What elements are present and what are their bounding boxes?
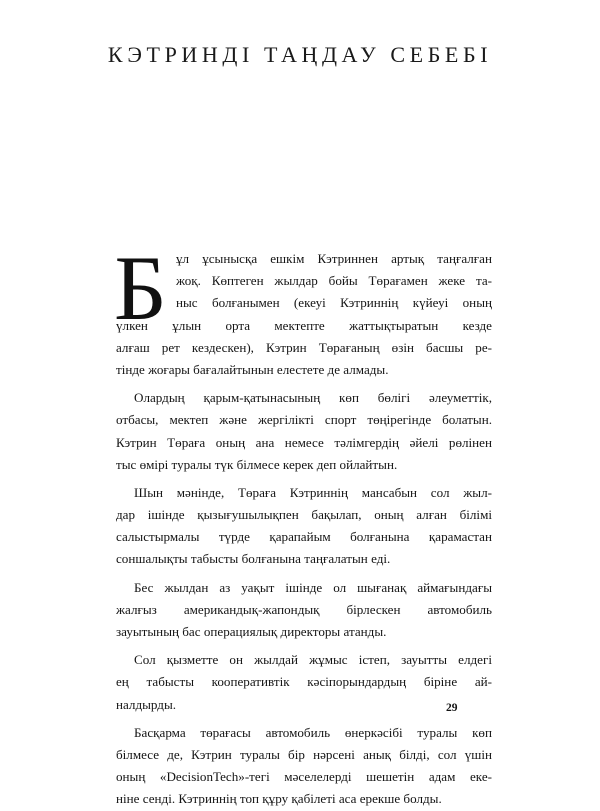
text-line: үлкен ұлын орта мектепте жаттықтыратын кезде [116, 317, 492, 333]
text-line: тінде жоғары бағалайтынын елестете де алмады. [116, 361, 389, 377]
text-line: Кэтрин Төраға оның ана немесе тәлімгердің әйелі рөлінен [116, 434, 492, 450]
text-line: ныс болғанымен (екеуі Кэтриннің күйеуі оның [176, 295, 492, 311]
text-line: алғаш рет кездескен), Кэтрин Төрағаның өзін басшы ре- [116, 339, 492, 355]
paragraph-1 [114, 237, 492, 381]
text-line: отбасы, мектеп және жергілікті спорт төңірегінде болатын. [116, 412, 492, 428]
paragraph-3 [116, 482, 492, 571]
paragraph-2 [116, 387, 492, 476]
text-line: зауытының бас операциялық директоры атанды. [116, 624, 387, 639]
page-number: 29 [446, 702, 458, 714]
text-line: ұл ұсынысқа ешкім Кэтриннен артық таңғалған [176, 251, 492, 266]
text-line: жоқ. Көптеген жылдар бойы Төрағамен жеке та- [176, 273, 492, 289]
text-line: Олардың қарым-қатынасының көп бөлігі әлеуметтік, [134, 390, 492, 406]
text-line: салыстырмалы түрде қарапайым болғанына қарамастан [116, 529, 492, 545]
text-line: білмесе де, Кэтрин туралы бір нәрсені анық білді, сол үшін [116, 746, 492, 762]
text-line: соншалықты табысты болғанына таңғалатын еді. [116, 551, 391, 567]
text-line: ең табысты кооперативтік кәсіпорындардың біріне ай- [116, 674, 492, 690]
body-text [114, 237, 492, 811]
text-line: Бес жылдан аз уақыт ішінде ол шығанақ аймағындағы [134, 579, 492, 595]
text-line: Басқарма төрағасы автомобиль өнеркәсібі туралы көп [134, 724, 492, 740]
text-line: налдырды. [116, 696, 177, 712]
text-line: Шын мәнінде, Төраға Кэтриннің мансабын сол жыл- [134, 484, 492, 500]
paragraph-5 [116, 649, 492, 716]
chapter-title: КЭТРИНДІ ТАҢДАУ СЕБЕБІ [107, 42, 493, 67]
text-line: дар ішінде қызығушылықпен бақылап, оның алған білімі [116, 507, 492, 523]
text-line: Сол қызметте он жылдай жұмыс істеп, зауытты елдегі [134, 652, 492, 668]
text-line: жалғыз американдық-жапондық бірлескен автомобиль [116, 601, 492, 617]
paragraph-4 [116, 577, 492, 644]
drop-cap: Б [114, 237, 167, 339]
text-line: ніне сенді. Кэтриннің топ құру қабілеті аса ерекше болды. [116, 791, 442, 807]
paragraph-6 [116, 722, 492, 811]
text-line: тыс өмірі туралы түк білмесе керек деп ойлайтын. [116, 456, 398, 472]
text-line: оның «DecisionTech»-тегі мәселелерді шешетін адам еке- [116, 769, 492, 785]
